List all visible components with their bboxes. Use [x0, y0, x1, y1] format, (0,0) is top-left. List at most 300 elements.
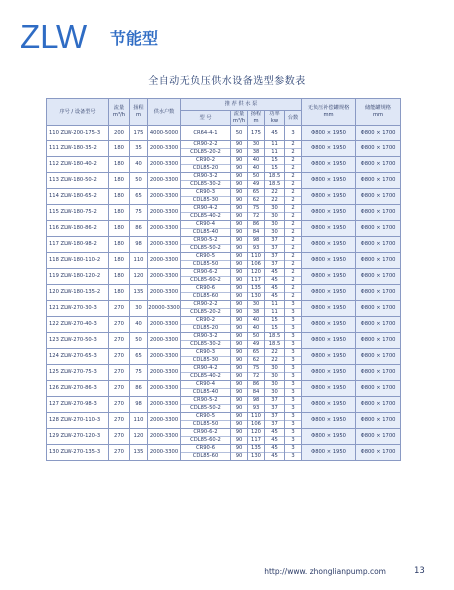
pump-model-cell	[181, 349, 231, 365]
model-cell: 112 ZLW-180-40-2	[47, 157, 109, 173]
count-cell-value: 3	[291, 365, 295, 372]
pump-flow-cell	[231, 205, 248, 221]
pump-head-cell-value: 93	[248, 244, 264, 252]
power-cell-value: 30	[265, 212, 284, 220]
table-row	[47, 141, 401, 157]
pump-head-cell	[248, 189, 265, 205]
tank-cell: Φ800 × 1700	[356, 157, 401, 173]
pump-flow-cell	[231, 381, 248, 397]
pump-flow-cell-value: 90	[235, 205, 243, 212]
power-cell-value: 37	[271, 237, 278, 244]
pump-model-cell-value: CR90-4	[196, 221, 215, 228]
count-cell-value: 2	[291, 205, 295, 212]
tank-cell: Φ800 × 1700	[356, 445, 401, 461]
pump-model-cell-value: CDL85-30	[181, 356, 230, 364]
count-cell-value: 3	[291, 429, 295, 436]
power-cell-value: 45	[265, 292, 284, 300]
compensator-cell: Φ800 × 1950	[302, 269, 356, 285]
compensator-cell: Φ800 × 1950	[302, 365, 356, 381]
flow-cell: 180	[109, 173, 130, 189]
pump-model-cell-value: CR90-6-2	[193, 429, 218, 436]
count-cell	[285, 253, 302, 269]
pump-model-cell	[181, 445, 231, 461]
households-cell: 2000-3300	[148, 365, 181, 381]
pump-flow-cell	[231, 173, 248, 189]
pump-head-cell-value: 40	[252, 157, 260, 164]
power-cell-value: 30	[265, 228, 284, 236]
pump-model-cell	[181, 253, 231, 269]
pump-flow-cell-value: 90	[235, 189, 243, 196]
pump-model-cell-value: CDL85-50-2	[181, 244, 230, 252]
households-cell: 2000-3300	[148, 269, 181, 285]
pump-head-cell-value: 106	[248, 260, 264, 268]
pump-flow-cell-value: 90	[231, 436, 247, 444]
count-cell	[285, 157, 302, 173]
count-cell	[285, 205, 302, 221]
pump-flow-cell-value: 90	[231, 244, 247, 252]
flow-cell: 270	[109, 413, 130, 429]
pump-head-cell-value: 84	[248, 388, 264, 396]
table-row	[47, 301, 401, 317]
power-cell	[265, 413, 285, 429]
compensator-cell: Φ800 × 1950	[302, 429, 356, 445]
pump-head-cell-value: 72	[248, 372, 264, 380]
pump-model-cell	[181, 237, 231, 253]
table-body	[47, 126, 401, 461]
pump-model-cell-value: CDL85-60	[181, 292, 230, 300]
pump-head-cell-value: 135	[251, 445, 261, 452]
compensator-cell: Φ800 × 1950	[302, 221, 356, 237]
pump-head-cell	[248, 317, 265, 333]
table-row	[47, 285, 401, 301]
head-cell: 75	[130, 365, 148, 381]
table-row	[47, 333, 401, 349]
tank-cell: Φ800 × 1700	[356, 189, 401, 205]
table-row	[47, 317, 401, 333]
pump-model-cell	[181, 333, 231, 349]
power-cell-value: 15	[265, 324, 284, 332]
flow-cell: 270	[109, 349, 130, 365]
table-row	[47, 445, 401, 461]
pump-flow-cell-value: 90	[235, 349, 243, 356]
power-cell	[265, 445, 285, 461]
pump-flow-cell-value: 90	[235, 157, 243, 164]
pump-head-cell	[248, 429, 265, 445]
pump-head-cell-value: 93	[248, 404, 264, 412]
header-pump-flow	[231, 111, 248, 126]
pump-head-cell-value: 40	[248, 164, 264, 172]
pump-flow-cell	[231, 221, 248, 237]
pump-model-cell-value: CDL85-30-2	[181, 340, 230, 348]
power-cell-value: 18.5	[265, 180, 284, 188]
compensator-cell: Φ800 × 1950	[302, 333, 356, 349]
pump-head-cell	[248, 413, 265, 429]
pump-head-cell	[248, 349, 265, 365]
flow-cell: 200	[109, 126, 130, 141]
model-cell: 120 ZLW-180-135-2	[47, 285, 109, 301]
tank-cell: Φ800 × 1700	[356, 285, 401, 301]
model-cell: 110 ZLW-200-175-3	[47, 126, 109, 141]
pump-head-cell	[248, 381, 265, 397]
pump-head-cell-value: 75	[252, 205, 260, 212]
count-cell-value: 3	[291, 381, 295, 388]
pump-model-cell	[181, 157, 231, 173]
pump-model-cell	[181, 397, 231, 413]
pump-flow-cell	[231, 189, 248, 205]
pump-head-cell	[248, 397, 265, 413]
table-row	[47, 349, 401, 365]
head-cell: 50	[130, 173, 148, 189]
count-cell-value: 2	[285, 292, 301, 300]
power-cell-value: 22	[271, 189, 278, 196]
head-cell: 98	[130, 397, 148, 413]
table-row	[47, 269, 401, 285]
power-cell-value: 37	[265, 260, 284, 268]
households-cell: 2000-3300	[148, 237, 181, 253]
tank-cell: Φ800 × 1700	[356, 413, 401, 429]
count-cell-value: 3	[285, 404, 301, 412]
flow-cell: 270	[109, 333, 130, 349]
pump-model-cell-value: CR90-2	[196, 157, 215, 164]
flow-cell: 180	[109, 141, 130, 157]
count-cell-value: 3	[291, 301, 295, 308]
tank-cell: Φ800 × 1700	[356, 205, 401, 221]
pump-flow-cell-value: 90	[235, 253, 243, 260]
model-cell: 116 ZLW-180-86-2	[47, 221, 109, 237]
pump-model-cell	[181, 413, 231, 429]
table-row	[47, 126, 401, 141]
page-number: 13	[414, 566, 425, 576]
compensator-cell: Φ800 × 1950	[302, 413, 356, 429]
power-cell	[265, 173, 285, 189]
pump-model-cell-value: CR90-3	[196, 349, 215, 356]
table-row	[47, 205, 401, 221]
header-compensator-label: 无负压补偿罐规格	[307, 105, 350, 111]
tank-cell: Φ800 × 1700	[356, 221, 401, 237]
power-cell	[265, 157, 285, 173]
pump-flow-cell-value: 90	[231, 180, 247, 188]
head-cell: 65	[130, 349, 148, 365]
model-cell: 115 ZLW-180-75-2	[47, 205, 109, 221]
count-cell	[285, 141, 302, 157]
count-cell-value: 2	[291, 237, 295, 244]
compensator-cell: Φ800 × 1950	[302, 349, 356, 365]
flow-cell: 270	[109, 397, 130, 413]
pump-flow-cell-value: 90	[235, 301, 243, 308]
selection-table	[46, 98, 401, 461]
tank-cell: Φ800 × 1700	[356, 269, 401, 285]
pump-flow-cell-value: 90	[231, 372, 247, 380]
count-cell-value: 2	[285, 148, 301, 156]
compensator-cell: Φ800 × 1950	[302, 253, 356, 269]
pump-flow-cell-value: 90	[231, 228, 247, 236]
pump-head-cell	[248, 253, 265, 269]
model-cell: 126 ZLW-270-86-3	[47, 381, 109, 397]
pump-flow-cell-value: 90	[235, 413, 243, 420]
power-cell	[265, 269, 285, 285]
count-cell-value: 3	[291, 445, 295, 452]
head-cell: 30	[130, 301, 148, 317]
compensator-cell: Φ800 × 1950	[302, 189, 356, 205]
pump-flow-cell-value: 90	[231, 388, 247, 396]
pump-model-cell-value: CDL85-60-2	[181, 436, 230, 444]
footer-url: http://www. zhonglianpump.com	[264, 567, 386, 576]
count-cell-value: 2	[291, 269, 295, 276]
pump-flow-cell	[231, 253, 248, 269]
pump-flow-cell-value: 50	[235, 130, 243, 137]
power-cell-value: 22	[265, 356, 284, 364]
pump-model-cell-value: CDL85-20	[181, 324, 230, 332]
pump-flow-cell-value: 90	[231, 308, 247, 316]
header-head-unit: m	[135, 112, 142, 118]
model-cell: 111 ZLW-180-35-2	[47, 141, 109, 157]
power-cell	[265, 365, 285, 381]
power-cell-value: 37	[271, 413, 278, 420]
head-cell: 35	[130, 141, 148, 157]
pump-model-cell	[181, 365, 231, 381]
power-cell	[265, 301, 285, 317]
count-cell-value: 2	[291, 157, 295, 164]
power-cell-value: 45	[271, 285, 278, 292]
pump-model-cell	[181, 173, 231, 189]
count-cell	[285, 189, 302, 205]
count-cell-value: 3	[285, 436, 301, 444]
header-compensator-unit: mm	[323, 112, 334, 118]
households-cell: 2000-3300	[148, 397, 181, 413]
compensator-cell: Φ800 × 1950	[302, 205, 356, 221]
households-cell: 2000-3300	[148, 205, 181, 221]
pump-head-cell-value: 135	[251, 285, 261, 292]
pump-head-cell	[248, 269, 265, 285]
count-cell-value: 3	[285, 388, 301, 396]
flow-cell: 270	[109, 317, 130, 333]
pump-flow-cell-value: 90	[231, 420, 247, 428]
pump-flow-cell-value: 90	[235, 221, 243, 228]
pump-model-cell-value: CDL85-20-2	[181, 308, 230, 316]
pump-head-cell	[248, 205, 265, 221]
pump-model-cell-value: CDL85-60-2	[181, 276, 230, 284]
households-cell: 2000-3300	[148, 333, 181, 349]
count-cell	[285, 333, 302, 349]
head-cell: 86	[130, 221, 148, 237]
pump-head-cell-value: 30	[252, 301, 260, 308]
head-cell: 120	[130, 429, 148, 445]
head-cell: 40	[130, 157, 148, 173]
pump-head-cell-value: 62	[248, 356, 264, 364]
flow-cell: 270	[109, 429, 130, 445]
pump-head-cell	[248, 333, 265, 349]
power-cell-value: 30	[271, 221, 278, 228]
tank-cell: Φ800 × 1700	[356, 429, 401, 445]
head-cell: 98	[130, 237, 148, 253]
pump-flow-cell-value: 90	[231, 276, 247, 284]
flow-cell: 180	[109, 285, 130, 301]
households-cell: 2000-3300	[148, 189, 181, 205]
pump-model-cell-value: CDL85-30-2	[181, 180, 230, 188]
model-cell: 124 ZLW-270-65-3	[47, 349, 109, 365]
pump-flow-cell-value: 90	[231, 340, 247, 348]
table-row	[47, 413, 401, 429]
count-cell-value: 2	[291, 285, 295, 292]
header-power-label: 功率	[269, 111, 280, 117]
pump-model-cell-value: CR90-6-2	[193, 269, 218, 276]
count-cell	[285, 221, 302, 237]
model-cell: 113 ZLW-180-50-2	[47, 173, 109, 189]
households-cell: 2000-3300	[148, 141, 181, 157]
power-cell-value: 30	[271, 365, 278, 372]
tank-cell: Φ800 × 1700	[356, 237, 401, 253]
compensator-cell: Φ800 × 1950	[302, 157, 356, 173]
count-cell-value: 2	[285, 180, 301, 188]
table-row	[47, 237, 401, 253]
pump-flow-cell	[231, 141, 248, 157]
pump-flow-cell-value: 90	[235, 365, 243, 372]
pump-head-cell	[248, 126, 265, 141]
pump-head-cell	[248, 445, 265, 461]
pump-head-cell-value: 40	[248, 324, 264, 332]
model-cell: 114 ZLW-180-65-2	[47, 189, 109, 205]
table-row	[47, 157, 401, 173]
pump-head-cell-value: 106	[248, 420, 264, 428]
power-cell	[265, 221, 285, 237]
pump-flow-cell-value: 90	[231, 260, 247, 268]
pump-head-cell-value: 38	[248, 148, 264, 156]
header-pump-head-unit: m	[253, 118, 259, 124]
households-cell: 2000-3300	[148, 253, 181, 269]
brand-code: ZLW	[20, 18, 88, 55]
households-cell: 2000-3300	[148, 445, 181, 461]
count-cell-value: 2	[285, 196, 301, 204]
compensator-cell: Φ800 × 1950	[302, 317, 356, 333]
households-cell: 2000-3300	[148, 413, 181, 429]
pump-flow-cell-value: 90	[235, 381, 243, 388]
power-cell-value: 37	[265, 420, 284, 428]
pump-model-cell-value: CDL85-50-2	[181, 404, 230, 412]
count-cell-value: 2	[291, 141, 295, 148]
pump-flow-cell	[231, 317, 248, 333]
count-cell-value: 2	[285, 260, 301, 268]
pump-head-cell-value: 49	[248, 340, 264, 348]
header-head	[130, 99, 148, 126]
power-cell-value: 15	[265, 164, 284, 172]
power-cell-value: 11	[265, 308, 284, 316]
count-cell-value: 3	[291, 317, 295, 324]
count-cell	[285, 269, 302, 285]
header-pump-flow-unit: m³/h	[232, 118, 246, 124]
pump-flow-cell	[231, 365, 248, 381]
table-row	[47, 397, 401, 413]
table-row	[47, 189, 401, 205]
pump-head-cell-value: 75	[252, 365, 260, 372]
households-cell: 2000-3300	[148, 381, 181, 397]
compensator-cell: Φ800 × 1950	[302, 126, 356, 141]
pump-model-cell	[181, 205, 231, 221]
pump-head-cell-value: 110	[251, 413, 261, 420]
flow-cell: 180	[109, 269, 130, 285]
table-header	[47, 99, 401, 126]
tank-cell: Φ800 × 1700	[356, 253, 401, 269]
flow-cell: 180	[109, 253, 130, 269]
count-cell	[285, 285, 302, 301]
header-power-unit: kw	[270, 118, 279, 124]
count-cell	[285, 429, 302, 445]
pump-head-cell	[248, 285, 265, 301]
flow-cell: 180	[109, 157, 130, 173]
households-cell: 2000-3300	[148, 157, 181, 173]
flow-cell: 180	[109, 189, 130, 205]
flow-cell: 270	[109, 365, 130, 381]
pump-model-cell	[181, 189, 231, 205]
tank-cell: Φ800 × 1700	[356, 141, 401, 157]
pump-model-cell	[181, 301, 231, 317]
power-cell	[265, 285, 285, 301]
flow-cell: 180	[109, 205, 130, 221]
header-seq-model: 序号 / 设备型号	[47, 99, 109, 126]
header-tank	[356, 99, 401, 126]
count-cell	[285, 301, 302, 317]
page-title: 全自动无负压供水设备选型参数表	[148, 76, 306, 87]
pump-model-cell-value: CR90-6	[196, 285, 215, 292]
pump-model-cell-value: CDL85-40-2	[181, 372, 230, 380]
pump-model-cell-value: CDL85-30	[181, 196, 230, 204]
power-cell-value: 37	[265, 244, 284, 252]
pump-head-cell-value: 50	[252, 333, 260, 340]
table-row	[47, 173, 401, 189]
pump-model-cell-value: CR90-2-2	[193, 301, 218, 308]
power-cell-value: 37	[271, 253, 278, 260]
power-cell-value: 22	[271, 349, 278, 356]
head-cell: 50	[130, 333, 148, 349]
power-cell-value: 45	[271, 445, 278, 452]
pump-flow-cell	[231, 349, 248, 365]
pump-head-cell	[248, 173, 265, 189]
pump-flow-cell-value: 90	[235, 269, 243, 276]
count-cell	[285, 349, 302, 365]
pump-head-cell-value: 117	[248, 436, 264, 444]
households-cell: 2000-3300	[148, 285, 181, 301]
pump-flow-cell-value: 90	[231, 324, 247, 332]
pump-head-cell-value: 30	[252, 141, 260, 148]
pump-head-cell-value: 120	[251, 269, 261, 276]
pump-model-cell-value: CR90-5-2	[193, 397, 218, 404]
pump-model-cell-value: CR90-4-2	[193, 205, 218, 212]
households-cell: 2000-3300	[148, 221, 181, 237]
model-cell: 119 ZLW-180-120-2	[47, 269, 109, 285]
model-cell: 121 ZLW-270-30-3	[47, 301, 109, 317]
pump-flow-cell-value: 90	[231, 212, 247, 220]
power-cell	[265, 381, 285, 397]
pump-head-cell-value: 72	[248, 212, 264, 220]
flow-cell: 270	[109, 301, 130, 317]
count-cell-value: 3	[285, 452, 301, 460]
pump-flow-cell-value: 90	[235, 445, 243, 452]
power-cell-value: 45	[271, 269, 278, 276]
tank-cell: Φ800 × 1700	[356, 333, 401, 349]
count-cell-value: 3	[291, 130, 295, 137]
pump-flow-cell-value: 90	[231, 404, 247, 412]
tank-cell: Φ800 × 1700	[356, 317, 401, 333]
pump-head-cell-value: 98	[252, 237, 260, 244]
power-cell-value: 30	[265, 388, 284, 396]
count-cell	[285, 445, 302, 461]
flow-cell: 270	[109, 445, 130, 461]
model-cell: 125 ZLW-270-75-3	[47, 365, 109, 381]
pump-flow-cell	[231, 237, 248, 253]
header-flow-unit: m³/h	[112, 112, 126, 118]
pump-head-cell-value: 130	[248, 292, 264, 300]
header-compensator	[302, 99, 356, 126]
pump-model-cell-value: CDL85-60	[181, 452, 230, 460]
